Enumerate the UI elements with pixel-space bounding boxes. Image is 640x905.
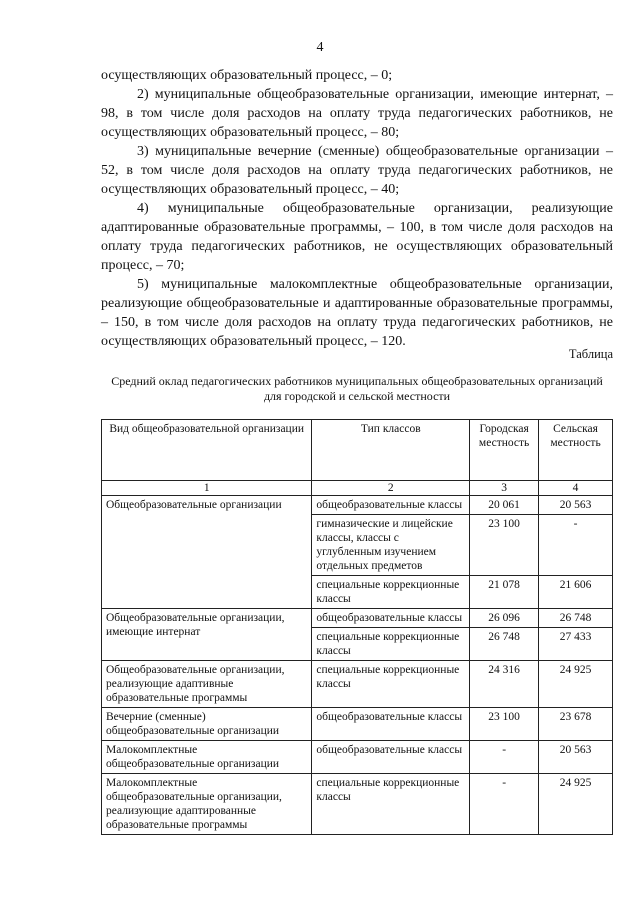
org-type-cell: Общеобразовательные организации, реализующие адаптивные образовательные программы: [102, 661, 312, 708]
org-type-cell: Малокомплектные общеобразовательные организации, реализующие адаптированные образовательные программы: [102, 774, 312, 835]
urban-salary-cell: 26 748: [470, 628, 539, 661]
rural-salary-cell: 24 925: [539, 661, 613, 708]
body-text: [101, 66, 613, 351]
column-number: 2: [312, 481, 470, 496]
class-type-cell: общеобразовательные классы: [312, 741, 470, 774]
table-row: [102, 661, 613, 708]
rural-salary-cell: 20 563: [539, 496, 613, 515]
urban-salary-cell: 23 100: [470, 515, 539, 576]
table-caption: Средний оклад педагогических работников муниципальных общеобразовательных организаций для городской и сельской местности: [111, 374, 603, 403]
header-class-type: Тип классов: [312, 420, 470, 481]
rural-salary-cell: -: [539, 515, 613, 576]
class-type-cell: общеобразовательные классы: [312, 496, 470, 515]
table-row: [102, 774, 613, 835]
table-label: Таблица: [568, 347, 613, 361]
org-type-cell: Малокомплектные общеобразовательные организации: [102, 741, 312, 774]
urban-salary-cell: 20 061: [470, 496, 539, 515]
header-rural: Сельская местность: [539, 420, 613, 481]
class-type-cell: специальные коррекционные классы: [312, 628, 470, 661]
org-type-cell: Общеобразовательные организации, имеющие интернат: [102, 609, 312, 661]
table-row: [102, 741, 613, 774]
table-row: [102, 496, 613, 515]
urban-salary-cell: -: [470, 774, 539, 835]
urban-salary-cell: 21 078: [470, 576, 539, 609]
paragraph: 4) муниципальные общеобразовательные организации, реализующие адаптированные образовательные программы, – 100, в том числе доля расходов на оплату труда педагогических работников, не осуществляющих образовательный процесс, – 70;: [101, 201, 613, 273]
rural-salary-cell: 24 925: [539, 774, 613, 835]
paragraph: 3) муниципальные вечерние (сменные) общеобразовательные организации – 52, в том числе доля расходов на оплату труда педагогических работников, не осуществляющих образовательный процесс, – 40;: [101, 144, 613, 197]
paragraph: осуществляющих образовательный процесс, – 0;: [101, 68, 393, 83]
rural-salary-cell: 27 433: [539, 628, 613, 661]
header-org-type: Вид общеобразовательной организации: [102, 420, 312, 481]
column-number: 3: [470, 481, 539, 496]
org-type-cell: Вечерние (сменные) общеобразовательные организации: [102, 708, 312, 741]
header-urban: Городская местность: [470, 420, 539, 481]
urban-salary-cell: -: [470, 741, 539, 774]
class-type-cell: специальные коррекционные классы: [312, 661, 470, 708]
class-type-cell: общеобразовательные классы: [312, 708, 470, 741]
table-header-row: [102, 420, 613, 481]
salary-table: [101, 419, 613, 835]
rural-salary-cell: 21 606: [539, 576, 613, 609]
column-number: 1: [102, 481, 312, 496]
column-number: 4: [539, 481, 613, 496]
rural-salary-cell: 20 563: [539, 741, 613, 774]
page-number: 4: [316, 40, 324, 55]
class-type-cell: гимназические и лицейские классы, классы с углубленным изучением отдельных предметов: [312, 515, 470, 576]
rural-salary-cell: 23 678: [539, 708, 613, 741]
class-type-cell: общеобразовательные классы: [312, 609, 470, 628]
paragraph: 2) муниципальные общеобразовательные организации, имеющие интернат, – 98, в том числе доля расходов на оплату труда педагогических работников, не осуществляющих образовательный процесс, – 80;: [101, 87, 613, 140]
urban-salary-cell: 23 100: [470, 708, 539, 741]
rural-salary-cell: 26 748: [539, 609, 613, 628]
table-row: [102, 708, 613, 741]
table-row: [102, 609, 613, 628]
paragraph: 5) муниципальные малокомплектные общеобразовательные организации, реализующие общеобразовательные и адаптированные образовательные программы, – 150, в том числе доля расходов на оплату труда педагогических работников, не осуществляющих образовательный процесс, – 120.: [101, 277, 613, 349]
urban-salary-cell: 26 096: [470, 609, 539, 628]
org-type-cell: Общеобразовательные организации: [102, 496, 312, 609]
column-number-row: [102, 481, 613, 496]
class-type-cell: специальные коррекционные классы: [312, 774, 470, 835]
class-type-cell: специальные коррекционные классы: [312, 576, 470, 609]
urban-salary-cell: 24 316: [470, 661, 539, 708]
